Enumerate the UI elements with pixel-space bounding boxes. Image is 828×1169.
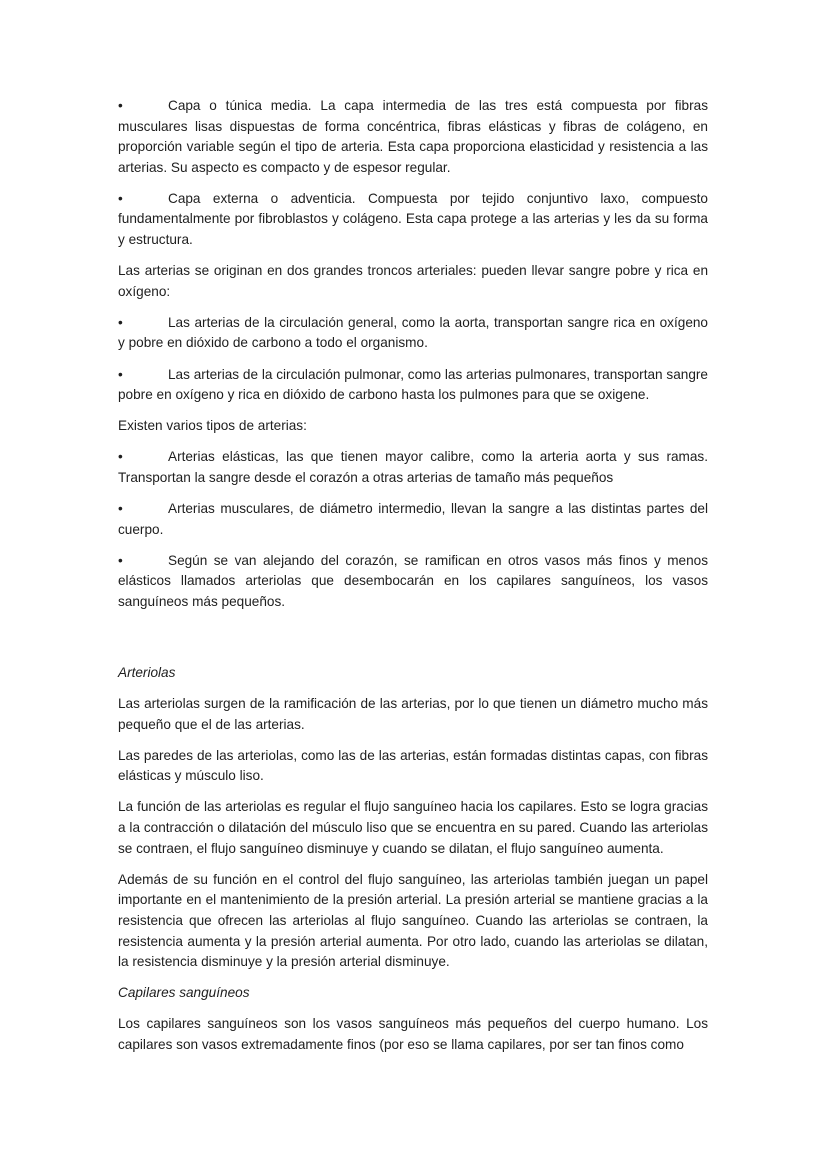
capilares-heading: Capilares sanguíneos (118, 985, 250, 1001)
bullet-icon: • (118, 190, 123, 206)
arteriolas-paragraph: La función de las arteriolas es regular el flujo sanguíneo hacia los capilares. Esto se logra gracias a la contracción o dilatación del músculo liso que se encuentra en su pared. Cuando las arteriolas se contraen, el flujo sanguíneo disminuye y cuando se dilatan, el flujo sanguíneo aumenta. (118, 799, 708, 856)
bullet-text: Las arterias de la circulación general, como la aorta, transportan sangre rica en oxígeno y pobre en dióxido de carbono a todo el organismo. (118, 314, 708, 351)
bullet-text: Capa externa o adventicia. Compuesta por tejido conjuntivo laxo, compuesto fundamentalmente por fibroblastos y colágeno. Esta capa protege a las arterias y les da su forma y estructura. (118, 190, 708, 248)
types-intro-paragraph: Existen varios tipos de arterias: (118, 418, 307, 434)
arteriolas-paragraph: Las paredes de las arteriolas, como las de las arterias, están formadas distintas capas, con fibras elásticas y músculo liso. (118, 747, 708, 784)
arteriolas-paragraph: Las arteriolas surgen de la ramificación de las arterias, por lo que tienen un diámetro mucho más pequeño que el de las arterias. (118, 696, 708, 732)
capilares-paragraph: Los capilares sanguíneos son los vasos sanguíneos más pequeños del cuerpo humano. Los capilares son vasos extremadamente finos (por eso se llama capilares, por ser tan finos como (118, 1016, 708, 1052)
bullet-item (118, 96, 708, 178)
bullet-text: Arterias elásticas, las que tienen mayor calibre, como la arteria aorta y sus ramas. Transportan la sangre desde el corazón a otras arterias de tamaño más pequeños (118, 449, 708, 485)
arteriolas-paragraph: Además de su función en el control del flujo sanguíneo, las arteriolas también juegan un papel importante en el mantenimiento de la presión arterial. La presión arterial se mantiene gracias a la resistencia que ofrecen las arteriolas al flujo sanguíneo. Cuando las arteriolas se contraen, la resistencia aumenta y la presión arterial aumenta. Por otro lado, cuando las arteriolas se dilatan, la resistencia disminuye y la presión arterial disminuye. (118, 871, 708, 970)
section-spacer (118, 623, 708, 663)
bullet-text: Capa o túnica media. La capa intermedia de las tres está compuesta por fibras musculares lisas dispuestas de forma concéntrica, fibras elásticas y fibras de colágeno, en proporción variable según el tipo de arteria. Esta capa proporciona elasticidad y resistencia a las arterias. Su aspecto es compacto y de espesor regular. (118, 98, 708, 175)
document-page (118, 96, 708, 1066)
bullet-text: Arterias musculares, de diámetro intermedio, llevan la sangre a las distintas partes del cuerpo. (118, 501, 708, 537)
origin-intro-paragraph: Las arterias se originan en dos grandes troncos arteriales: pueden llevar sangre pobre y rica en oxígeno: (118, 263, 708, 299)
bullet-item (118, 313, 708, 354)
bullet-item (118, 447, 708, 488)
bullet-icon: • (118, 98, 123, 113)
arteriolas-heading: Arteriolas (118, 664, 176, 680)
bullet-item (118, 551, 708, 613)
bullet-icon: • (118, 366, 123, 382)
bullet-item (118, 189, 708, 251)
bullet-text: Según se van alejando del corazón, se ramifican en otros vasos más finos y menos elásticos llamados arteriolas que desembocarán en los capilares sanguíneos, los vasos sanguíneos más pequeños. (118, 552, 708, 609)
bullet-item (118, 365, 708, 406)
bullet-icon: • (118, 314, 123, 330)
bullet-icon: • (118, 501, 123, 516)
bullet-text: Las arterias de la circulación pulmonar, como las arterias pulmonares, transportan sangre pobre en oxígeno y rica en dióxido de carbono hasta los pulmones para que se oxigene. (118, 366, 708, 403)
bullet-icon: • (118, 552, 123, 568)
bullet-icon: • (118, 449, 123, 465)
bullet-item (118, 499, 708, 540)
